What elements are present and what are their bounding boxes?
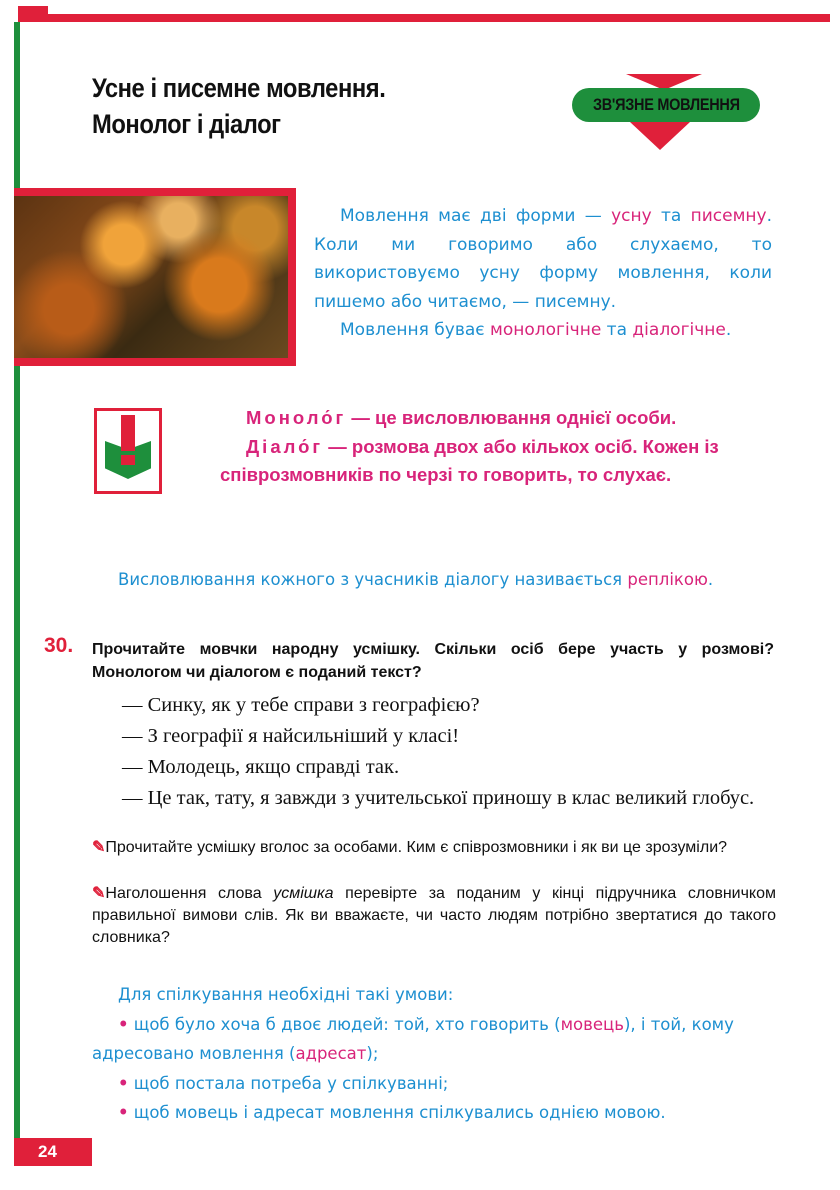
intro-p2-e: .: [725, 320, 732, 340]
definition-dialog: [220, 433, 732, 490]
exclamation-dot: [121, 455, 135, 465]
intro-p1-e: . Коли ми говоримо або слухаємо, то використовуємо усну форму мовлення, коли пишемо або читаємо, — писемну.: [314, 206, 772, 312]
bullet-dot-icon: •: [118, 1014, 129, 1034]
section-badge: [572, 74, 762, 152]
badge-triangle-bottom: [630, 122, 690, 150]
top-red-bar: [18, 14, 830, 22]
term-written: писемну: [690, 206, 767, 226]
cond1-e: );: [366, 1044, 379, 1063]
replica-end: .: [707, 570, 714, 589]
dialog-text: — розмова двох або кількох осіб. Кожен із співрозмовників по черзі то говорить, то слухає.: [220, 435, 719, 485]
term-dialogic: діалогічне: [632, 320, 726, 340]
intro-text: [314, 202, 772, 345]
intro-p1-a: Мовлення має дві форми —: [340, 206, 612, 226]
subtask-2-text-a: Наголошення слова: [105, 885, 274, 902]
subtask-2-word: усмішка: [273, 885, 334, 902]
intro-p2-c: та: [601, 320, 633, 340]
cond1-a: щоб було хоча б двоє людей: той, хто говорить (: [133, 1014, 561, 1034]
pencil-icon: ✎: [92, 839, 106, 856]
monolog-text: — це висловлювання однієї особи.: [346, 407, 677, 428]
dialog-line: — З географії я найсильніший у класі!: [122, 725, 460, 747]
dialog-line: — Це так, тату, я завжди з учительської приношу в клас великий глобус.: [122, 787, 755, 809]
autumn-photo-frame: [14, 188, 296, 366]
replica-paragraph: [92, 566, 772, 594]
page-title-line2: Монолог і діалог: [92, 109, 281, 139]
term-speaker: мовець: [560, 1014, 624, 1034]
exclamation-bar: [121, 415, 135, 451]
dialog-term: Діало́г: [246, 435, 324, 457]
definitions-block: [220, 404, 732, 490]
autumn-leaves-photo: [14, 196, 288, 358]
condition-item-1: [92, 1010, 776, 1069]
intro-paragraph-2: [314, 316, 772, 345]
intro-paragraph-1: [314, 202, 772, 316]
monolog-term: Моноло́г: [246, 407, 347, 428]
pencil-icon: ✎: [92, 885, 106, 902]
replica-term: реплікою: [627, 570, 708, 589]
exercise-dialog: [92, 690, 776, 814]
cond2-text: щоб постала потреба у спілкуванні;: [133, 1073, 449, 1093]
subtask-2-text-b: перевірте за поданим у кінці підручника словничком правильної вимови слів. Як ви вважаєте, чи часто людям потрібно звертатися до такого словника?: [92, 885, 776, 946]
page-title-line1: Усне і писемне мовлення.: [92, 73, 386, 103]
exercise-number: 30.: [44, 634, 74, 657]
exercise-task: Прочитайте мовчки народну усмішку. Скільки осіб бере участь у розмові? Монологом чи діалогом є поданий текст?: [92, 641, 774, 681]
condition-item-2: [92, 1069, 776, 1099]
badge-pill: [572, 88, 760, 122]
bullet-dot-icon: •: [118, 1073, 129, 1093]
replica-definition: [92, 566, 772, 594]
cond1-c: ), і той, кому адресовано мовлення (: [92, 1014, 734, 1063]
exclamation-shield-icon: [94, 408, 162, 494]
intro-p2-a: Мовлення буває: [340, 320, 490, 340]
bullet-dot-icon: •: [118, 1103, 129, 1122]
conditions-block: [92, 980, 776, 1128]
condition-item-3: [92, 1098, 776, 1128]
badge-label: ЗВ'ЯЗНЕ МОВЛЕННЯ: [592, 95, 740, 114]
definition-monolog: [220, 404, 732, 433]
subtask-2: [92, 883, 776, 949]
dialog-line: — Молодець, якщо справді так.: [122, 756, 400, 778]
conditions-intro: Для спілкування необхідні такі умови:: [118, 985, 454, 1004]
subtask-1-text: Прочитайте усмішку вголос за особами. Ким є співрозмовники і як ви це зрозуміли?: [105, 839, 728, 856]
cond3-text: щоб мовець і адресат мовлення спілкувались однією мовою.: [133, 1103, 666, 1122]
dialog-line: — Синку, як у тебе справи з географією?: [122, 694, 480, 716]
replica-text: Висловлювання кожного з учасників діалогу називається: [118, 570, 628, 589]
intro-p1-c: та: [651, 206, 691, 226]
page-title: [92, 70, 385, 142]
subtask-1: [92, 837, 776, 859]
term-oral: усну: [611, 206, 652, 226]
term-addressee: адресат: [295, 1044, 367, 1063]
page-number: 24: [14, 1138, 92, 1166]
term-monologic: монологічне: [490, 320, 602, 340]
